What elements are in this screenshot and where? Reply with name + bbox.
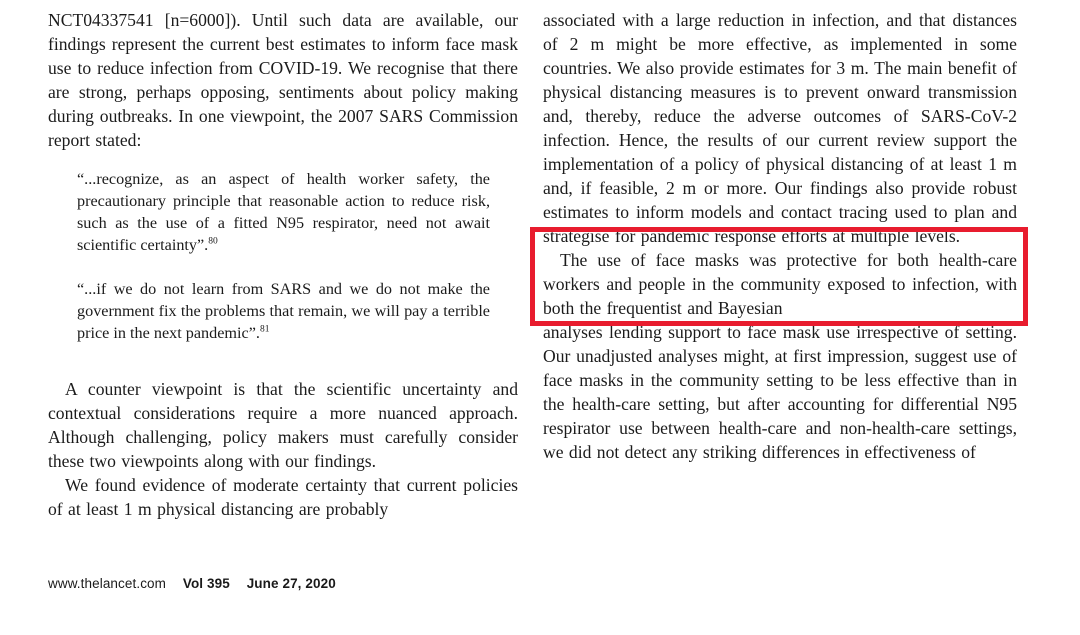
citation-ref-81: 81 xyxy=(259,324,270,335)
highlighted-passage-wrapper xyxy=(543,248,1017,320)
paragraph-physical-distancing: associated with a large reduction in infection, and that distances of 2 m might be more effective, as implemented in some countries. We also provide estimates for 3 m. The main benefit of physical distancing measures is to prevent onward transmission and, thereby, reduce the adverse outcomes of SARS-CoV-2 infection. Hence, the results of our current review support the implementation of a policy of physical distancing of at least 1 m and, if feasible, 2 m or more. Our findings also provide robust estimates to inform models and contact tracing used to plan and strategise for pandemic response efforts at multiple levels. xyxy=(543,10,1017,246)
paragraph-moderate-certainty: We found evidence of moderate certainty that current policies of at least 1 m physical distancing are probably xyxy=(48,475,518,519)
blockquote-text: “...if we do not learn from SARS and we do not make the government fix the problems that remain, we will pay a terrible price in the next pandemic”. xyxy=(77,280,490,342)
paragraph-face-masks-highlighted: The use of face masks was protective for both health-care workers and people in the community exposed to infection, with both the frequentist and Bayesian xyxy=(543,250,1017,318)
paragraph-counter-viewpoint: A counter viewpoint is that the scientific uncertainty and contextual considerations require a more nuanced approach. Although challenging, policy makers must carefully consider these two viewpoints along with our findings. xyxy=(48,379,518,471)
blockquote-sars-commission-1 xyxy=(77,168,490,256)
blockquote-sars-commission-2 xyxy=(77,278,490,344)
citation-ref-80: 80 xyxy=(208,236,218,247)
paragraph-face-masks-continued: analyses lending support to face mask use irrespective of setting. Our unadjusted analyses might, at first impression, suggest use of face masks in the community setting to be less effective than in the health-care setting, but after accounting for differential N95 respirator use between health-care and non-health-care settings, we did not detect any striking differences in effectiveness of xyxy=(543,322,1017,462)
text-columns xyxy=(48,8,1017,521)
volume-label: Vol 395 xyxy=(182,576,230,591)
right-column xyxy=(543,8,1017,521)
blockquote-text: “...recognize, as an aspect of health worker safety, the precautionary principle that reasonable action to reduce risk, such as the use of a fitted N95 respirator, need not await scientific certainty”. xyxy=(77,170,490,254)
paragraph-trial-estimates: NCT04337541 [n=6000]). Until such data are available, our findings represent the current best estimates to inform face mask use to reduce infection from COVID-19. We recognise that there are strong, perhaps opposing, sentiments about policy making during outbreaks. In one viewpoint, the 2007 SARS Commission report stated: xyxy=(48,10,518,150)
left-column xyxy=(48,8,518,521)
issue-date: June 27, 2020 xyxy=(246,576,336,591)
journal-url: www.thelancet.com xyxy=(48,576,166,591)
page-footer xyxy=(48,576,336,591)
